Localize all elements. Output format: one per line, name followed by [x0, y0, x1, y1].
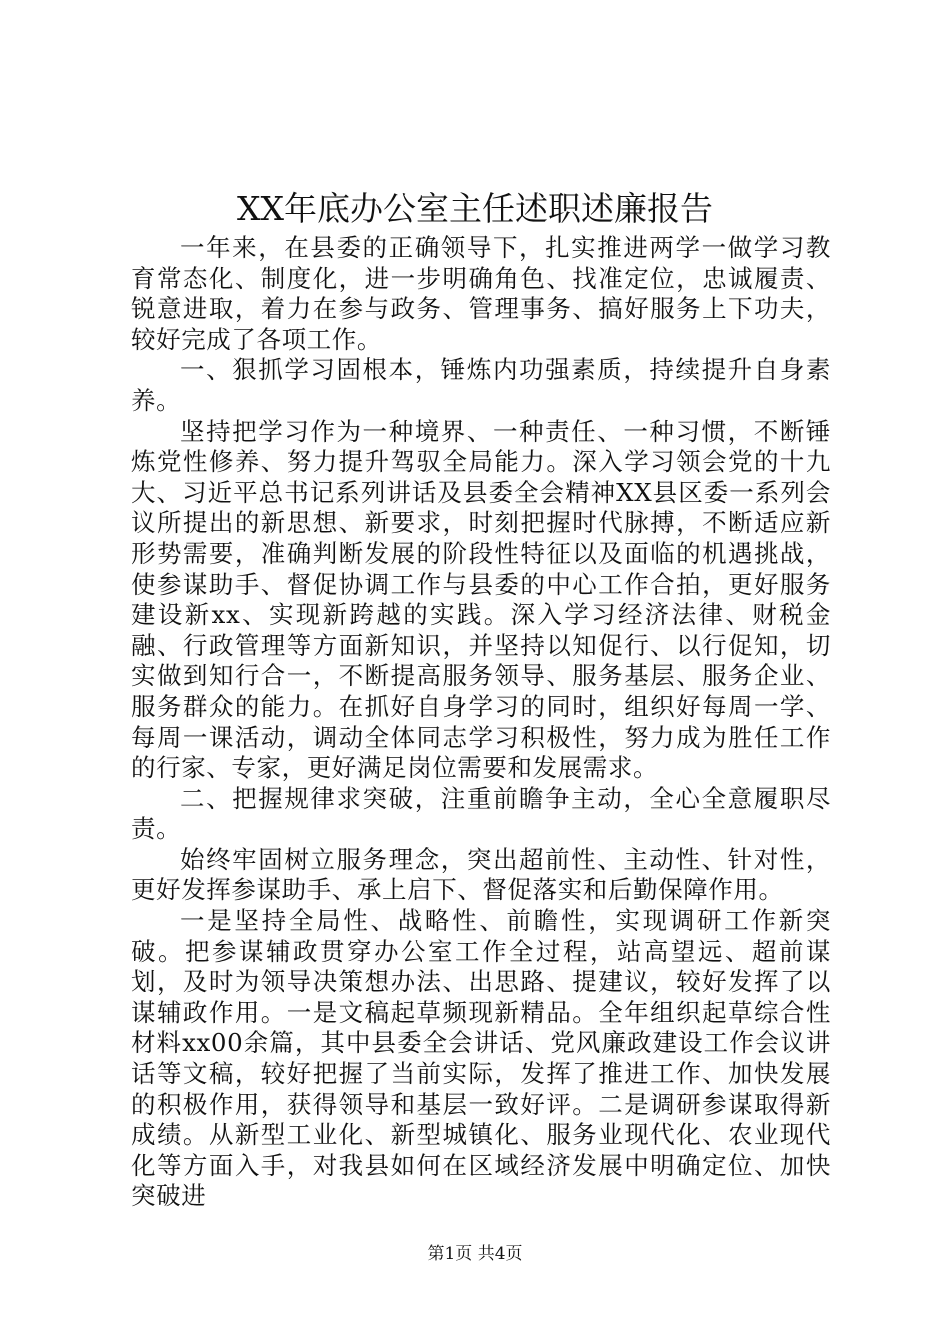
document-title: XX年底办公室主任述职述廉报告 — [237, 189, 713, 228]
document-body — [131, 233, 831, 1212]
paragraph-study: 坚持把学习作为一种境界、一种责任、一种习惯，不断锤炼党性修养、努力提升驾驭全局能力。深入学习领会党的十九大、习近平总书记系列讲话及县委全会精神XX县区委一系列会议所提出的新思想、新要求，时刻把握时代脉搏，不断适应新形势需要，准确判断发展的阶段性特征以及面临的机遇挑战，使参谋助手、督促协调工作与县委的中心工作合拍，更好服务建设新xx、实现新跨越的实践。深入学习经济法律、财税金融、行政管理等方面新知识，并坚持以知促行、以行促知，切实做到知行合一，不断提高服务领导、服务基层、服务企业、服务群众的能力。在抓好自身学习的同时，组织好每周一学、每周一课活动，调动全体同志学习积极性，努力成为胜任工作的行家、专家，更好满足岗位需要和发展需求。 — [131, 416, 831, 783]
page-footer: 第1页 共4页 — [427, 1244, 523, 1264]
paragraph-intro: 一年来，在县委的正确领导下，扎实推进两学一做学习教育常态化、制度化，进一步明确角色、找准定位，忠诚履责、锐意进取，着力在参与政务、管理事务、搞好服务上下功夫，较好完成了各项工作。 — [131, 233, 831, 354]
paragraph-research: 一是坚持全局性、战略性、前瞻性，实现调研工作新突破。把参谋辅政贯穿办公室工作全过程，站高望远、超前谋划，及时为领导决策想办法、出思路、提建议，较好发挥了以谋辅政作用。一是文稿起草频现新精品。全年组织起草综合性材料xx00余篇，其中县委全会讲话、党风廉政建设工作会议讲话等文稿，较好把握了当前实际，发挥了推进工作、加快发展的积极作用，获得领导和基层一致好评。二是调研参谋取得新成绩。从新型工业化、新型城镇化、服务业现代化、农业现代化等方面入手，对我县如何在区域经济发展中明确定位、加快突破进 — [131, 906, 831, 1211]
section-heading-2: 二、把握规律求突破，注重前瞻争主动，全心全意履职尽责。 — [131, 783, 831, 844]
section-heading-1: 一、狠抓学习固根本，锤炼内功强素质，持续提升自身素养。 — [131, 355, 831, 415]
paragraph-service: 始终牢固树立服务理念，突出超前性、主动性、针对性，更好发挥参谋助手、承上启下、督促落实和后勤保障作用。 — [131, 844, 831, 905]
